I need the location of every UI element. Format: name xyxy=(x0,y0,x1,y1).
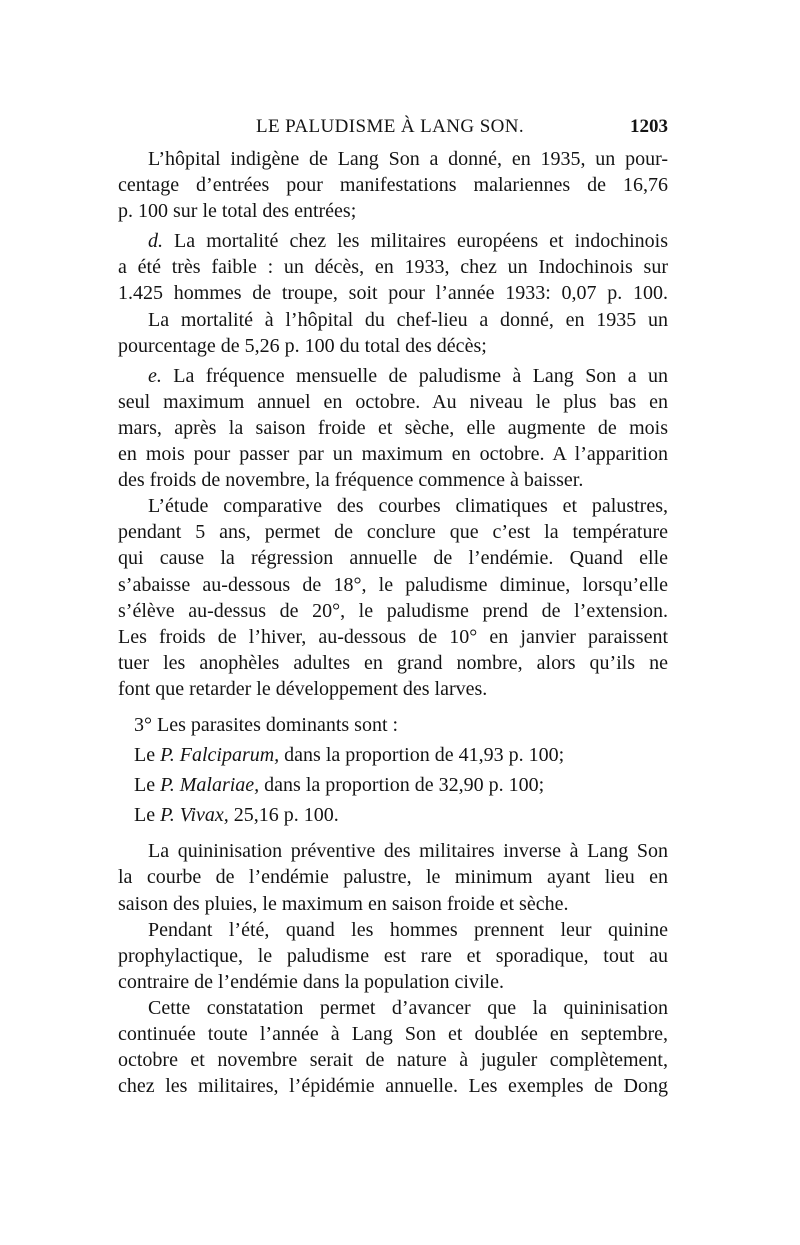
text-line: s’abaisse au-dessous de 18°, le paludisme diminue, lorsqu’elle xyxy=(118,573,668,596)
parasite-item xyxy=(118,772,668,798)
text-line: octobre et novembre serait de nature à juguler complètement, xyxy=(118,1049,668,1072)
body-text xyxy=(118,146,668,1099)
text-line: font que retarder le développement des larves. xyxy=(118,677,488,700)
parasite-item xyxy=(118,742,668,768)
text-line: La mortalité à l’hôpital du chef-lieu a donné, en 1935 un xyxy=(148,308,668,331)
text-line: mars, après la saison froide et sèche, elle augmente de mois xyxy=(118,416,668,439)
parasite-prefix: Le xyxy=(134,774,161,797)
page-header xyxy=(148,116,668,146)
text-line: Cette constatation permet d’avancer que la quininisation xyxy=(148,996,668,1019)
text-line: pendant 5 ans, permet de conclure que c’est la température xyxy=(118,521,668,544)
running-title: LE PALUDISME À LANG SON. xyxy=(256,116,525,137)
parasites-heading: 3° Les parasites dominants sont : xyxy=(134,713,399,736)
parasite-species: P. Malariae, xyxy=(160,774,260,797)
item-letter: e. xyxy=(148,364,162,387)
text-line: s’élève au-dessus de 20°, le paludisme prend de l’extension. xyxy=(118,599,668,622)
parasite-species: P. Vivax, xyxy=(160,804,229,827)
text-line: p. 100 sur le total des entrées; xyxy=(118,200,357,223)
text-line: prophylactique, le paludisme est rare et sporadique, tout au xyxy=(118,944,668,967)
text-line: e. La fréquence mensuelle de paludisme à Lang Son a un xyxy=(148,364,668,387)
text-line: des froids de novembre, la fréquence commence à baisser. xyxy=(118,469,584,492)
text-line: L’hôpital indigène de Lang Son a donné, en 1935, un pour- xyxy=(148,148,668,170)
text-line: pourcentage de 5,26 p. 100 du total des décès; xyxy=(118,334,487,357)
text-line: qui cause la régression annuelle de l’endémie. Quand elle xyxy=(118,547,668,570)
text-line: en mois pour passer par un maximum en octobre. A l’apparition xyxy=(118,443,668,466)
item-letter: d. xyxy=(148,230,163,253)
text-line: saison des pluies, le maximum en saison froide et sèche. xyxy=(118,892,569,915)
parasite-item xyxy=(118,802,668,828)
text-line: 1.425 hommes de troupe, soit pour l’année 1933: 0,07 p. 100. xyxy=(118,282,668,305)
text-line: contraire de l’endémie dans la population civile. xyxy=(118,970,504,993)
text-line: tuer les anophèles adultes en grand nombre, alors qu’ils ne xyxy=(118,651,668,674)
parasite-species: P. Falciparum, xyxy=(160,744,280,767)
text-line: chez les militaires, l’épidémie annuelle. Les exemples de Dong xyxy=(118,1075,668,1098)
text-line: continuée toute l’année à Lang Son et doublée en septembre, xyxy=(118,1023,668,1045)
text-line: d. La mortalité chez les militaires européens et indochinois xyxy=(148,230,668,253)
text-line: L’étude comparative des courbes climatiques et palustres, xyxy=(148,495,668,518)
page-number: 1203 xyxy=(630,116,668,137)
text-line: centage d’entrées pour manifestations malariennes de 16,76 xyxy=(118,174,668,197)
parasite-proportion: 25,16 p. 100. xyxy=(228,804,339,827)
text-line: a été très faible : un décès, en 1933, chez un Indochinois sur xyxy=(118,256,668,279)
parasite-proportion: dans la proportion de 41,93 p. 100; xyxy=(279,744,565,767)
parasite-proportion: dans la proportion de 32,90 p. 100; xyxy=(259,774,545,797)
parasite-prefix: Le xyxy=(134,744,161,767)
text-line: la courbe de l’endémie palustre, le minimum ayant lieu en xyxy=(118,866,668,889)
text-line: La quininisation préventive des militaires inverse à Lang Son xyxy=(148,840,668,863)
text-line: Les froids de l’hiver, au-dessous de 10° en janvier paraissent xyxy=(118,625,668,648)
text-line: seul maximum annuel en octobre. Au niveau le plus bas en xyxy=(118,390,668,413)
parasite-prefix: Le xyxy=(134,804,161,827)
text-line: Pendant l’été, quand les hommes prennent leur quinine xyxy=(148,918,668,941)
